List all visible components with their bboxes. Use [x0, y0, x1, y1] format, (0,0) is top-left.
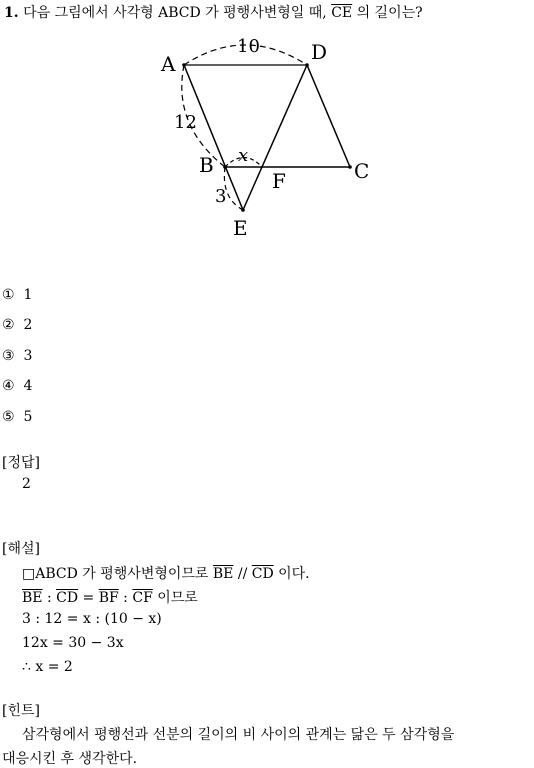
- hint-heading: [힌트]: [2, 703, 40, 719]
- segment-dc: [307, 65, 350, 167]
- choice-text: 1: [23, 287, 33, 303]
- vertex-a: [182, 63, 186, 67]
- segment-cd: $\overline{CD}$: [56, 590, 79, 606]
- label-bf-length: x: [238, 145, 249, 166]
- choice-marker: ③: [2, 348, 15, 364]
- parallelogram-figure: [0, 0, 534, 260]
- equals-sign: =: [78, 590, 99, 606]
- solution-line-5: ∴ x = 2: [22, 659, 73, 675]
- question-text-after: 의 길이는?: [352, 5, 423, 21]
- question-segment: $\overline{CE}$: [331, 5, 353, 21]
- vertex-b: [223, 165, 227, 169]
- question-number: 1.: [4, 5, 19, 21]
- label-f: F: [272, 169, 286, 193]
- segment-bf: $\overline{BF}$: [98, 590, 119, 606]
- question-text-before: 다음 그림에서 사각형 ABCD 가 평행사변형일 때,: [23, 5, 332, 21]
- solution-line-1-prefix: □ABCD 가 평행사변형이므로: [22, 566, 213, 582]
- solution-line-3: 3 : 12 = x : (10 − x): [22, 611, 162, 627]
- solution-line-2: [22, 587, 198, 607]
- label-c: C: [354, 159, 370, 183]
- label-d: D: [311, 40, 328, 64]
- ratio-sep: :: [42, 590, 57, 606]
- solution-line-2-suffix: 이므로: [152, 590, 198, 606]
- choice-marker: ②: [2, 317, 15, 333]
- ratio-sep: :: [118, 590, 133, 606]
- segment-cd: $\overline{CD}$: [251, 566, 274, 582]
- segment-be: $\overline{BE}$: [22, 590, 43, 606]
- choice-3[interactable]: [2, 348, 32, 364]
- choice-5[interactable]: [2, 409, 32, 425]
- hint-line-1: 삼각형에서 평행선과 선분의 길이의 비 사이의 관계는 닮은 두 삼각형을: [22, 727, 455, 743]
- solution-line-4: 12x = 30 − 3x: [22, 635, 124, 651]
- choice-2[interactable]: [2, 317, 32, 333]
- answer-value: 2: [22, 476, 31, 492]
- hint-line-2: 대응시킨 후 생각한다.: [2, 751, 138, 767]
- choice-4[interactable]: [2, 378, 32, 394]
- choice-text: 3: [23, 348, 33, 364]
- solution-line-1-suffix: 이다.: [273, 566, 310, 582]
- choice-1[interactable]: [2, 287, 32, 303]
- vertex-c: [348, 165, 352, 169]
- choice-marker: ⑤: [2, 409, 15, 425]
- label-a: A: [161, 52, 176, 76]
- solution-line-1: [22, 563, 310, 583]
- vertex-e: [241, 208, 245, 212]
- parallel-symbol: //: [233, 566, 252, 582]
- label-ab-length: 12: [174, 112, 197, 133]
- choice-marker: ①: [2, 287, 15, 303]
- choice-text: 2: [23, 317, 33, 333]
- label-e: E: [233, 216, 248, 240]
- solution-heading: [해설]: [2, 541, 40, 557]
- label-be-length: 3: [215, 186, 227, 207]
- choice-marker: ④: [2, 378, 15, 394]
- segment-be: $\overline{BE}$: [212, 566, 234, 582]
- vertex-d: [305, 63, 309, 67]
- segment-ae: [184, 65, 243, 210]
- label-ad-length: 10: [237, 36, 260, 57]
- choice-text: 4: [23, 378, 33, 394]
- label-b: B: [199, 153, 214, 177]
- answer-heading: [정답]: [2, 455, 40, 471]
- segment-cf: $\overline{CF}$: [132, 590, 153, 606]
- choice-text: 5: [23, 409, 33, 425]
